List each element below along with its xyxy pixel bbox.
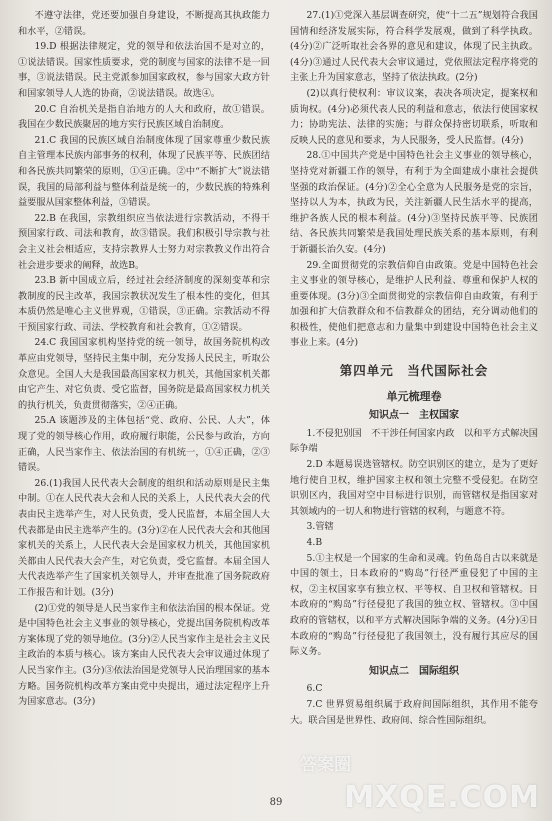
- answer-paragraph: 21.C 我国的民族区域自治制度体现了国家尊重少数民族自主管理本民族内部事务的权利，体现了民族平等、民族团结和各民族共同繁荣的原则，①④正确。②中“不断扩大”说法错误，我国的局部利益与整体利益是统一的，少数民族的特殊利益要服从国家整体利益，③错误。: [18, 134, 270, 209]
- answer-paragraph: 25.A 该题涉及的主体包括“党、政府、公民、人大”，体现了党的领导核心作用，政府履行职能，公民参与政治，方向正确，人民当家作主、依法治国的有机统一，①④正确，②③错误。: [18, 415, 270, 474]
- answer-paragraph: 6.C: [306, 683, 323, 695]
- unit-title: 第四单元 当代国际社会: [339, 363, 489, 379]
- answer-paragraph: 22.B 在我国，宗教组织应当依法进行宗教活动，不得干预国家行政、司法和教育，故③错误。我们积极引导宗教与社会主义社会相适应，支持宗教界人士努力对宗教教义作出符合社会进步要求的阐释，故选B。: [18, 212, 270, 271]
- answer-paragraph: 24.C 我国国家机构坚持党的统一领导，故国务院机构改革应由党领导，坚持民主集中制，充分发扬人民民主，听取公众意见。全国人大是我国最高国家权力机关，其他国家机关都由它产生、对它负责、受它监督，国务院是最高国家权力机关的执行机关，负责贯彻落实，②④正确。: [18, 337, 270, 411]
- answer-paragraph: 26.(1)我国人民代表大会制度的组织和活动原则是民主集中制。①在人民代表大会和人民的关系上，人民代表大会的代表由民主选举产生，对人民负责，受人民监督，本届全国人大代表都是由民主选举产生的。(3分)②在人民代表大会和其他国家机关的关系上，人民代表大会是国家权力机关，其他国家机关都由人民代表大会产生，对它负责，受它监督。本届全国人大代表选举产生了国家机关领导人，并审查批准了国务院政府工作报告和计划。(3分): [18, 477, 270, 598]
- answer-paragraph: (2)以真行使权利：审议议案，表决各项决定，提案权和质询权。(4分)必须代表人民的利益和意志，依法行使国家权力；协助宪法、法律的实施；与群众保持密切联系，听取和反映人民的意见和要求，为人民服务，受人民监督。(4分): [290, 87, 538, 146]
- right-column: [290, 8, 538, 728]
- answer-paragraph: 2.D 本题易误选管辖权。防空识别区的建立，是为了更好地行使自卫权，维护国家主权和领土完整不受侵犯。在防空识别区内，我国对空中目标进行识别，而管辖权是指国家对其领域内的一切人和物进行管辖的权利，与题意不符。: [290, 459, 538, 517]
- knowledge-point-heading: 知识点一 主权国家: [369, 410, 459, 422]
- left-column: [18, 8, 270, 710]
- answer-paragraph: (2)①党的领导是人民当家作主和依法治国的根本保证。党是中国特色社会主义事业的领导核心，党提出国务院机构改革方案体现了党的领导地位。(3分)②人民当家作主是社会主义民主政治的本质与核心。该方案由人民代表大会审议通过体现了人民当家作主。(3分)③依法治国是党领导人民治理国家的基本方略。国务院机构改革方案由党中央提出，通过法定程序上升为国家意志。(3分): [18, 602, 270, 708]
- watermark-text: 答案圈: [300, 755, 351, 775]
- answer-paragraph: 23.B 新中国成立后，经过社会经济制度的深刻变革和宗教制度的民主改革，我国宗教状况发生了根本性的变化，但其本质仍然是唯心主义世界观，①错误，③正确。宗教活动不得干预国家行政、司法、学校教育和社会教育，①②错误。: [18, 275, 270, 333]
- section-title: 单元梳理卷: [386, 389, 442, 403]
- watermark-logo: MXQE.COM: [344, 780, 540, 815]
- answer-paragraph: 4.B: [306, 537, 323, 548]
- answer-paragraph: 3.管辖: [306, 521, 334, 533]
- answer-paragraph: 27.(1)①党深入基层调查研究，使“十二五”规划符合我国国情和经济发展实际，符合科学发展观，做到了科学执政。(4分)②广泛听取社会各界的意见和建议，体现了民主执政。(4分)③通过人民代表大会审议通过，党依照法定程序将党的主张上升为国家意志，坚持了依法执政。(2分): [290, 10, 538, 84]
- knowledge-point-heading: 知识点二 国际组织: [369, 665, 459, 677]
- answer-paragraph: 20.C 自治机关是指自治地方的人大和政府，故①错误。我国在少数民族聚居的地方实行民族区域自治制度。: [18, 103, 270, 131]
- answer-paragraph: 28.①中国共产党是中国特色社会主义事业的领导核心，坚持党对新疆工作的领导，有利于为全面建成小康社会提供坚强的政治保证。(4分)②全心全意为人民服务是党的宗旨，坚持以人为本，执政为民，关注新疆人民生活水平的提高，维护各族人民的根本利益。(4分)③坚持民族平等、民族团结、各民族共同繁荣是我国处理民族关系的基本原则，有利于新疆长治久安。(4分): [290, 150, 538, 255]
- answer-paragraph: 7.C 世界贸易组织属于政府间国际组织，其作用不能夸大。联合国是世界性、政府间、综合性国际组织。: [290, 698, 538, 726]
- answer-paragraph: 19.D 根据法律规定，党的领导和依法治国不是对立的，①说法错误。国家性质要求，党的制度与国家的法律不是一回事，③说法错误。民主党派参加国家政权，参与国家大政方针和国家领导人人选的协商，②说法错误。故选④。: [18, 41, 270, 99]
- page-number: 89: [269, 797, 283, 808]
- answer-paragraph: 29.全面贯彻党的宗教信仰自由政策。党是中国特色社会主义事业的领导核心，是维护人民利益、尊重和保护人权的重要体现。(3分)③全面贯彻党的宗教信仰自由政策，有利于加强和扩大信教群众和不信教群众的团结，充分调动他们的积极性，使他们把意志和力量集中到建设中国特色社会主义事业上来。(4分): [290, 259, 538, 349]
- answer-paragraph: 不遵守法律，党还要加强自身建设，不断提高其执政能力和水平，②错误。: [18, 10, 270, 37]
- answer-paragraph: 5.①主权是一个国家的生命和灵魂。钓鱼岛自古以来就是中国的领土，日本政府的“购岛”行径严重侵犯了中国的主权，②主权国家享有独立权、平等权、自卫权和管辖权。日本政府的“购岛”行径侵犯了我国的独立权、管辖权。③中国政府的管辖权，以和平方式解决国际争端的义务。(4分)④日本政府的“购岛”行径侵犯了我国领土，没有履行其应尽的国际义务。: [290, 552, 538, 658]
- answer-paragraph: 1.不侵犯别国 不干涉任何国家内政 以和平方式解决国际争端: [290, 427, 538, 455]
